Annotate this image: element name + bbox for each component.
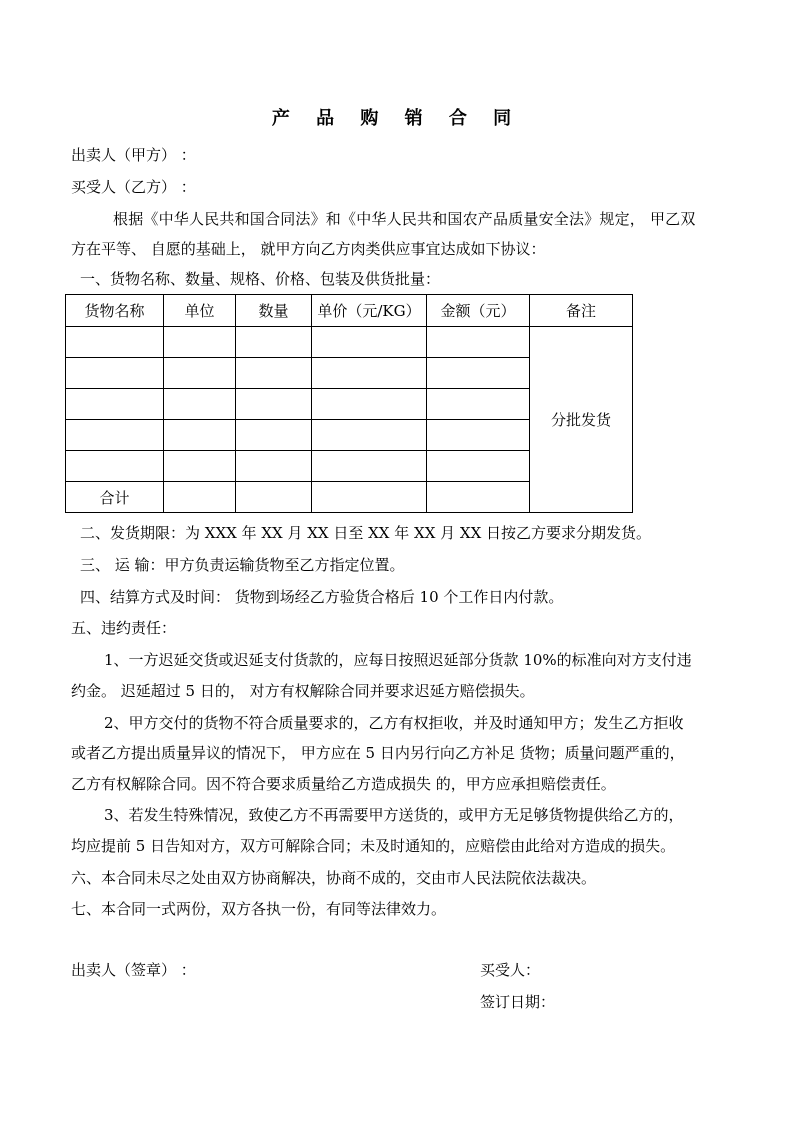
- header-unit: 单位: [164, 295, 236, 327]
- header-quantity: 数量: [236, 295, 312, 327]
- table-cell: [236, 451, 312, 482]
- table-cell: [312, 451, 427, 482]
- clause-3-transport: 三、 运 输：甲方负责运输货物至乙方指定位置。: [80, 556, 405, 574]
- header-unit-price: 单价（元/KG）: [312, 295, 427, 327]
- clause-7-copies: 七、本合同一式两份，双方各执一份，有同等法律效力。: [71, 900, 447, 918]
- clause-5-1-line-2: 约金。 迟延超过 5 日的， 对方有权解除合同并要求迟延方赔偿损失。: [71, 682, 535, 700]
- table-cell: [312, 389, 427, 420]
- table-cell: [164, 358, 236, 389]
- table-cell: [236, 327, 312, 358]
- buyer-label: 买受人（乙方） ：: [71, 178, 196, 196]
- goods-table: [65, 294, 633, 513]
- table-cell: [66, 420, 164, 451]
- table-cell: [236, 389, 312, 420]
- clause-5-2-line-1: 2、甲方交付的货物不符合质量要求的，乙方有权拒收，并及时通知甲方；发生乙方拒收: [104, 714, 684, 732]
- header-goods-name: 货物名称: [66, 295, 164, 327]
- intro-paragraph-line-2: 方在平等、 自愿的基础上， 就甲方向乙方肉类供应事宜达成如下协议：: [71, 240, 546, 258]
- clause-5-1-line-1: 1、一方迟延交货或迟延支付货款的，应每日按照迟延部分货款 10%的标准向对方支付违: [104, 651, 692, 669]
- table-cell: [164, 482, 236, 513]
- clause-6-dispute: 六、本合同未尽之处由双方协商解决，协商不成的，交由市人民法院依法裁决。: [71, 869, 597, 887]
- seller-label: 出卖人（甲方） ：: [71, 146, 196, 164]
- table-cell: [312, 358, 427, 389]
- buyer-signature-label: 买受人：: [480, 961, 541, 979]
- table-cell: [427, 327, 530, 358]
- table-cell: [164, 420, 236, 451]
- table-cell: [164, 389, 236, 420]
- intro-paragraph-line-1: 根据《中华人民共和国合同法》和《中华人民共和国农产品质量安全法》规定， 甲乙双: [113, 210, 696, 228]
- remark-cell: 分批发货: [530, 327, 633, 513]
- clause-1-heading: 一、货物名称、数量、规格、价格、包装及供货批量：: [80, 270, 441, 288]
- clause-5-3-line-2: 均应提前 5 日告知对方，双方可解除合同；未及时通知的，应赔偿由此给对方造成的损失。: [71, 837, 676, 855]
- table-cell: [66, 358, 164, 389]
- signing-date-label: 签订日期：: [480, 993, 556, 1011]
- table-cell: [164, 451, 236, 482]
- table-cell: [164, 327, 236, 358]
- header-remark: 备注: [530, 295, 633, 327]
- table-cell: [236, 482, 312, 513]
- table-cell: [427, 358, 530, 389]
- table-header-row: [66, 295, 633, 327]
- table-row: [66, 327, 633, 358]
- clause-2-delivery-period: 二、发货期限：为 XXX 年 XX 月 XX 日至 XX 年 XX 月 XX 日按乙方要求分期发货。: [80, 524, 652, 542]
- clause-5-3-line-1: 3、若发生特殊情况，致使乙方不再需要甲方送货的，或甲方无足够货物提供给乙方的，: [104, 806, 684, 824]
- table-cell: [427, 420, 530, 451]
- seller-signature-label: 出卖人（签章） ：: [71, 961, 196, 979]
- header-amount: 金额（元）: [427, 295, 530, 327]
- table-cell: [66, 389, 164, 420]
- table-cell: [66, 451, 164, 482]
- total-label: 合计: [66, 482, 164, 513]
- contract-title: 产 品 购 销 合 同: [271, 108, 522, 129]
- table-cell: [427, 451, 530, 482]
- table-cell: [427, 482, 530, 513]
- clause-4-settlement: 四、结算方式及时间： 货物到场经乙方验货合格后 10 个工作日内付款。: [80, 588, 564, 606]
- table-cell: [236, 358, 312, 389]
- clause-5-heading: 五、违约责任：: [71, 619, 177, 637]
- table-cell: [312, 327, 427, 358]
- clause-5-2-line-2: 或者乙方提出质量异议的情况下， 甲方应在 5 日内另行向乙方补足 货物；质量问题严重的，: [71, 744, 685, 762]
- table-cell: [312, 420, 427, 451]
- table-cell: [236, 420, 312, 451]
- table-cell: [312, 482, 427, 513]
- clause-5-2-line-3: 乙方有权解除合同。因不符合要求质量给乙方造成损失 的，甲方应承担赔偿责任。: [71, 775, 616, 793]
- table-cell: [66, 327, 164, 358]
- table-cell: [427, 389, 530, 420]
